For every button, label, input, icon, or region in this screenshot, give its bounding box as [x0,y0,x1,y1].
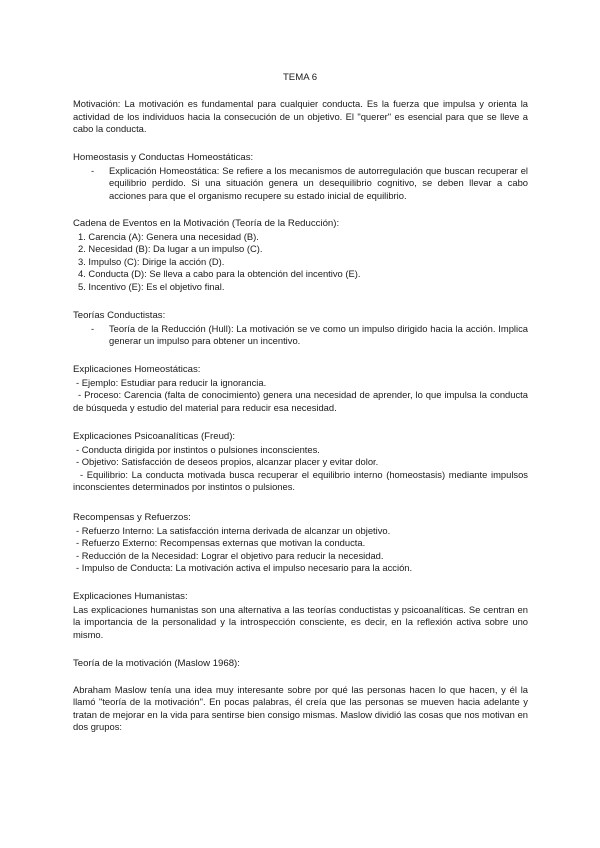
recompensas-heading: Recompensas y Refuerzos: [73,512,191,523]
recompensas-section [73,512,528,575]
psico-item: - Conducta dirigida por instintos o pulsiones inconscientes. [76,443,320,455]
list-item: 1. Carencia (A): Genera una necesidad (B). [78,230,259,242]
psico-item: - Objetivo: Satisfacción de deseos propios, alcanzar placer y evitar dolor. [76,456,379,468]
homeostasis-heading: Homeostasis y Conductas Homeostáticas: [73,152,254,163]
intro-section [73,98,528,136]
maslow-section [73,658,528,734]
recompensas-item: - Reducción de la Necesidad: Lograr el objetivo para reducir la necesidad. [76,549,384,561]
maslow-text: Abraham Maslow tenía una idea muy interesante sobre por qué las personas hacen lo que hacen, y él la llamó "teoría de la motivación". En pocas palabras, él creía que las personas se mueven hacia adelante y tratan de mejorar en la vida para sentirse bien consigo mismas. Maslow dividió las cosas que nos motivan en dos grupos: [73,683,528,733]
expl-homeo-section [73,364,528,414]
expl-homeo-proceso: - Proceso: Carencia (falta de conocimiento) genera una necesidad de aprender, lo que impulsa la conducta de búsqueda y estudio del material para reducir esa necesidad. [73,389,528,413]
humanistas-heading: Explicaciones Humanistas: [73,591,188,602]
page-title: TEMA 6 [282,72,318,83]
homeostasis-section [73,152,528,202]
expl-homeo-heading: Explicaciones Homeostáticas: [73,364,201,375]
recompensas-item: - Refuerzo Interno: La satisfacción interna derivada de alcanzar un objetivo. [76,524,391,536]
homeostasis-item-text: Explicación Homeostática: Se refiere a los mecanismos de autorregulación que buscan recuperar el equilibrio perdido. Si una situación genera un desequilibrio cognitivo, se deben llevar a cabo acciones para que el organismo recupere su estado inicial de equilibrio. [109,164,528,201]
recompensas-item: - Refuerzo Externo: Recompensas externas que motivan la conducta. [76,537,366,549]
list-item: 3. Impulso (C): Dirige la acción (D). [78,255,225,267]
humanistas-section [73,591,528,641]
conductistas-heading: Teorías Conductistas: [73,310,166,321]
maslow-heading: Teoría de la motivación (Maslow 1968): [73,658,240,669]
expl-homeo-ejemplo: - Ejemplo: Estudiar para reducir la ignorancia. [76,376,267,388]
list-item: 2. Necesidad (B): Da lugar a un impulso (C). [78,243,263,255]
psico-section [73,431,528,494]
recompensas-item: - Impulso de Conducta: La motivación activa el impulso necesario para la acción. [76,562,413,574]
cadena-heading: Cadena de Eventos en la Motivación (Teoría de la Reducción): [73,218,340,229]
cadena-section [73,218,528,294]
conductistas-section [73,310,528,348]
cadena-list [73,231,528,294]
dash-marker: - [91,322,95,334]
intro-paragraph: Motivación: La motivación es fundamental para cualquier conducta. Es la fuerza que impulsa y orienta la actividad de los individuos hacia la consecución de un objetivo. El "querer" es esencial para que se lleve a cabo la conducta. [73,98,528,135]
list-item: 5. Incentivo (E): Es el objetivo final. [78,280,225,292]
psico-equilibrio: - Equilibrio: La conducta motivada busca recuperar el equilibrio interno (homeostasis) mediante impulsos inconscientes determinados por instintos o pulsiones. [73,468,528,493]
dash-marker: - [91,164,95,176]
psico-heading: Explicaciones Psicoanalíticas (Freud): [73,431,236,442]
conductistas-list-item [73,323,528,348]
humanistas-text: Las explicaciones humanistas son una alternativa a las teorías conductistas y psicoanalíticas. Se centran en la importancia de la personalidad y la introspección consciente, es decir, en la reflexión activa sobre uno mismo. [73,603,528,640]
homeostasis-list-item [73,165,528,203]
conductistas-item-text: Teoría de la Reducción (Hull): La motivación se ve como un impulso dirigido hacia la acción. Implica generar un impulso para obtener un incentivo. [109,322,528,347]
list-item: 4. Conducta (D): Se lleva a cabo para la obtención del incentivo (E). [78,268,361,280]
